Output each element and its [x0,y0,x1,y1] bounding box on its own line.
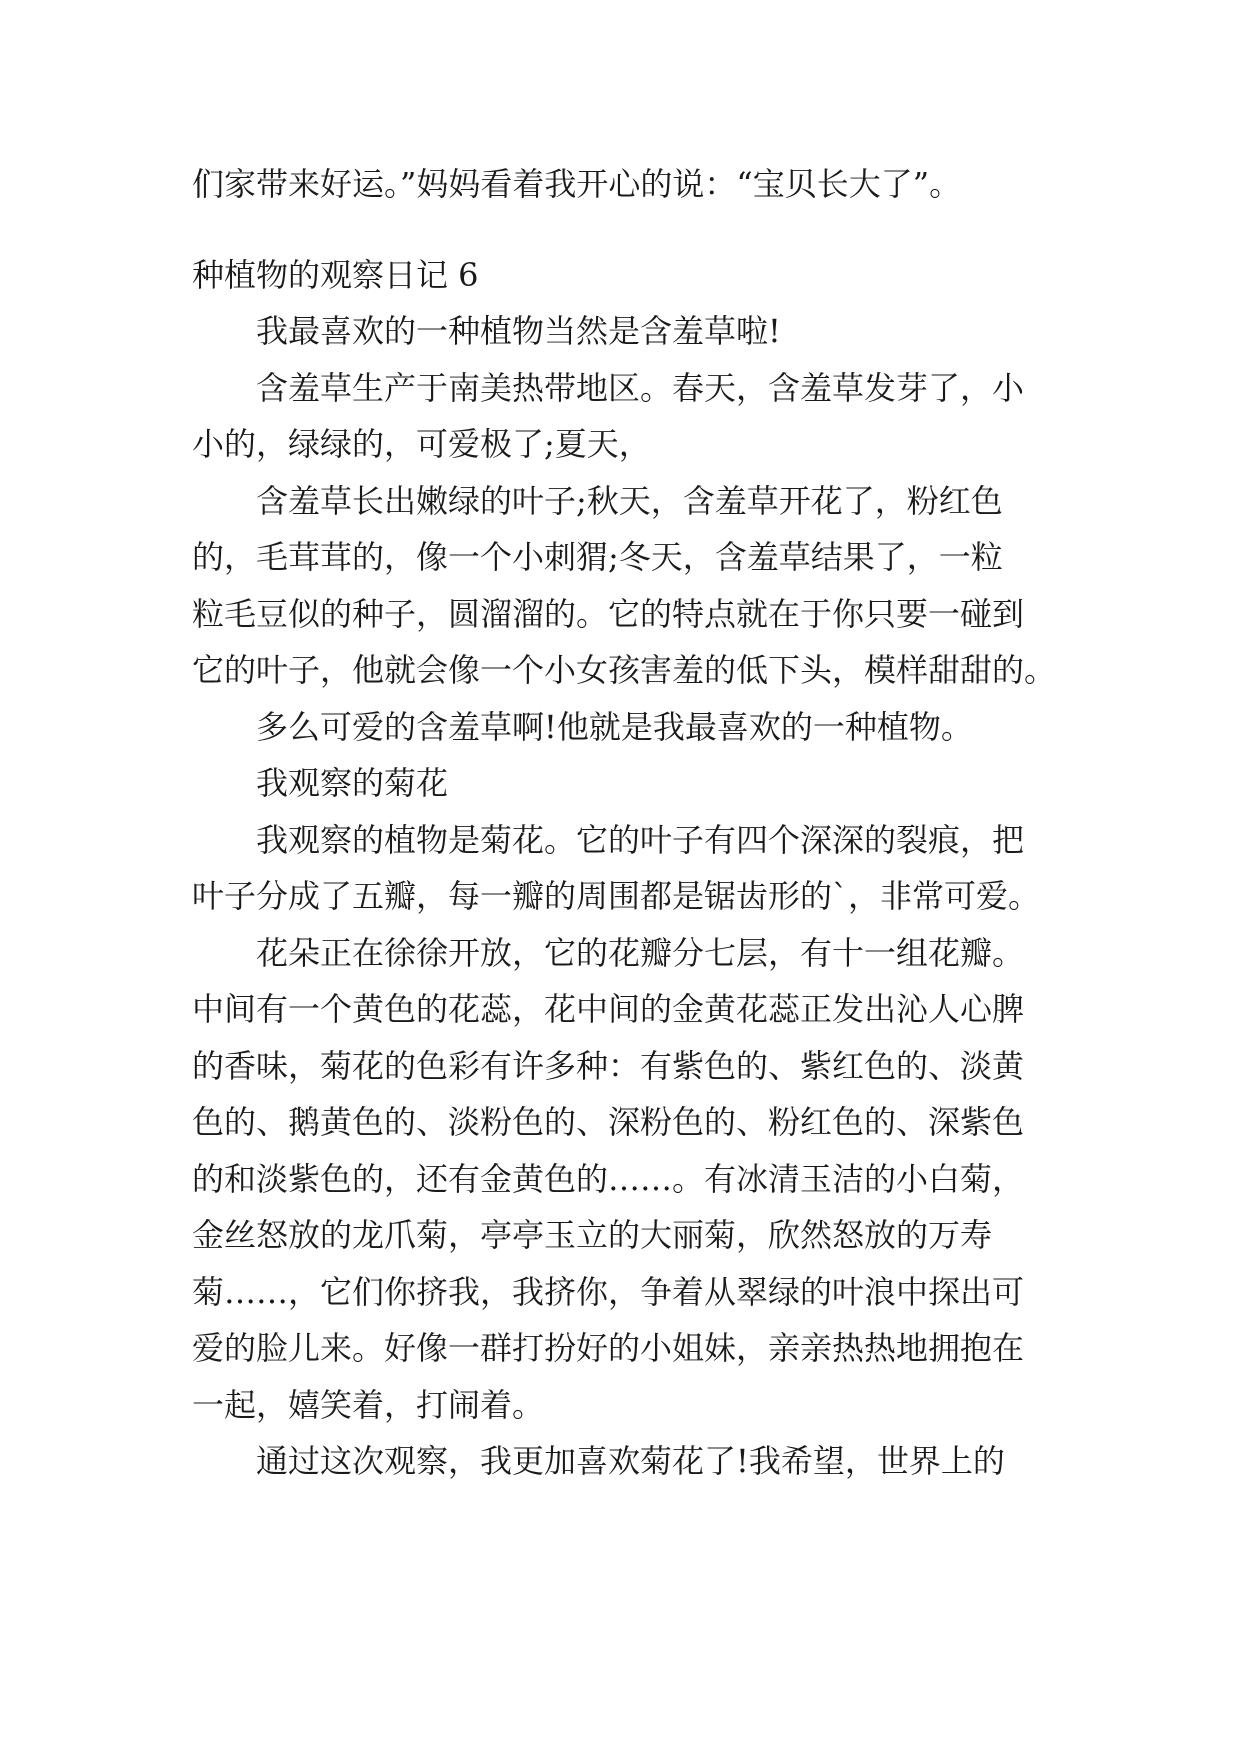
text-line: 花朵正在徐徐开放，它的花瓣分七层，有十一组花瓣。 [256,933,1025,972]
subheading: 我观察的菊花 [256,764,449,802]
text-line: 们家带来好运。”妈妈看着我开心的说：“宝贝长大了”。 [192,165,962,203]
document-body [192,156,1062,1490]
text-line: 含羞草生产于南美热带地区。春天，含羞草发芽了，小 [256,368,1025,407]
text-line: 我最喜欢的一种植物当然是含羞草啦! [256,312,781,350]
section-title: 种植物的观察日记 6 [192,255,479,294]
text-line: 多么可爱的含羞草啊!他就是我最喜欢的一种植物。 [256,707,973,746]
text-line: 我观察的植物是菊花。它的叶子有四个深深的裂痕，把 [256,820,1025,859]
text-line: 粒毛豆似的种子，圆溜溜的。它的特点就在于你只要一碰到 [192,594,1025,633]
text-line: 通过这次观察，我更加喜欢菊花了!我希望，世界上的 [256,1442,1005,1480]
text-line: 中间有一个黄色的花蕊，花中间的金黄花蕊正发出沁人心脾 [192,990,1025,1028]
text-line: 叶子分成了五瓣，每一瓣的周围都是锯齿形的`，非常可爱。 [192,877,1041,915]
text-line: 它的叶子，他就会像一个小女孩害羞的低下头，模样甜甜的。 [192,651,1057,689]
text-line: 色的、鹅黄色的、淡粉色的、深粉色的、粉红色的、深紫色 [192,1103,1025,1141]
text-line: 小的，绿绿的，可爱极了;夏天， [192,425,651,463]
text-line: 菊……，它们你挤我，我挤你，争着从翠绿的叶浪中探出可 [192,1272,1025,1311]
text-line: 的，毛茸茸的，像一个小刺猬;冬天，含羞草结果了，一粒 [192,538,1003,576]
text-line: 的和淡紫色的，还有金黄色的……。有冰清玉洁的小白菊， [192,1159,1025,1198]
text-line: 金丝怒放的龙爪菊，亭亭玉立的大丽菊，欣然怒放的万寿 [192,1216,993,1254]
text-line: 一起，嬉笑着，打闹着。 [192,1385,545,1424]
text-line: 爱的脸儿来。好像一群打扮好的小姐妹，亲亲热热地拥抱在 [192,1329,1025,1367]
text-line: 的香味，菊花的色彩有许多种：有紫色的、紫红色的、淡黄 [192,1046,1025,1085]
paragraph-gap [192,213,1062,247]
text-line: 含羞草长出嫩绿的叶子;秋天，含羞草开花了，粉红色 [256,481,1003,520]
